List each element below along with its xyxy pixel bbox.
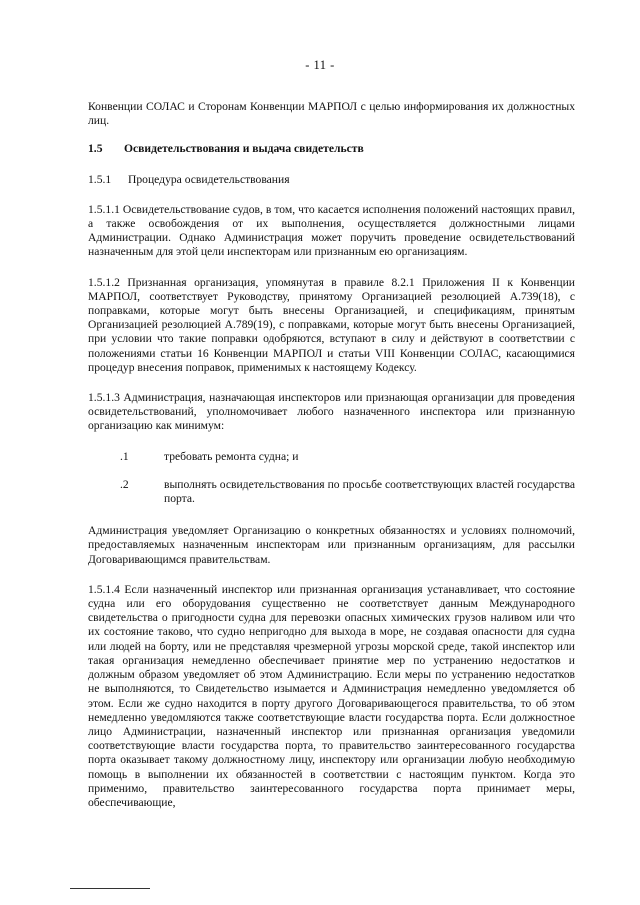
- paragraph-1-5-1-4: 1.5.1.4 Если назначенный инспектор или признанная организация устанавливает, что состояние судна или его оборудования существенно не соответствует данным Международного свидетельства о пригодности судна для перевозки опасных химических грузов наливом или что их состояние таково, что судно непригодно для выхода в море, не создавая опасности для судна или людей на борту, или не представляя чрезмерной угрозы морской среде, такой инспектор или такая организация немедленно обеспечивает принятие мер по устранению недостатков и должным образом уведомляет об этом Администрацию. Если меры по устранению недостатков не выполняются, то Свидетельство изымается и Администрация немедленно уведомляется об этом. Если же судно находится в порту другого Договаривающегося правительства, то об этом немедленно уведомляются также соответствующие власти государства порта. Если должностное лицо Администрации, назначенный инспектор или признанная организация уведомили соответствующие власти государства порта, то правительство заинтересованного государства порта оказывает такому должностному лицу, инспектору или организации любую необходимую помощь в выполнении их обязанностей в соответствии с настоящим пунктом. Когда это применимо, правительство заинтересованного государства порта принимает меры, обеспечивающие,: [88, 582, 575, 809]
- list-marker: .2: [120, 477, 129, 491]
- footnote-divider: [70, 888, 150, 889]
- paragraph-1-5-1-1: 1.5.1.1 Освидетельствование судов, в том, что касается исполнения положений настоящих правил, а также освобождения от их выполнения, осуществляется должностными лицами Администрации. Однако Администрация может поручить проведение освидетельствований назначенным для этой цели инспекторам или признанным ею организациям.: [88, 202, 575, 259]
- list-marker: .1: [120, 449, 129, 463]
- subsection-heading: [88, 173, 575, 187]
- page-number: - 11 -: [305, 58, 335, 72]
- subsection-number: 1.5.1: [88, 172, 112, 186]
- section-heading: [88, 142, 575, 156]
- document-body: [88, 100, 575, 810]
- list-item: [88, 450, 575, 464]
- subsection-title: Процедура освидетельствования: [128, 172, 290, 186]
- section-title: Освидетельствования и выдача свидетельств: [124, 142, 364, 156]
- admin-notice-paragraph: Администрация уведомляет Организацию о конкретных обязанностях и условиях полномочий, предоставляемых назначенным инспекторам или признанным организациям, для рассылки Договаривающимся правительствам.: [88, 524, 575, 566]
- list-item: [88, 478, 575, 506]
- intro-paragraph: Конвенции СОЛАС и Сторонам Конвенции МАРПОЛ с целью информирования их должностных лиц.: [88, 100, 575, 128]
- section-number: 1.5: [88, 142, 103, 156]
- list-text: выполнять освидетельствования по просьбе соответствующих властей государства порта.: [164, 477, 575, 506]
- paragraph-1-5-1-3: 1.5.1.3 Администрация, назначающая инспекторов или признающая организации для проведения освидетельствований, уполномочивает любого назначенного инспектора или признанную организацию как минимум:: [88, 391, 575, 433]
- paragraph-1-5-1-2: 1.5.1.2 Признанная организация, упомянутая в правиле 8.2.1 Приложения II к Конвенции МАРПОЛ, соответствует Руководству, принятому Организацией резолюцией A.739(18), с поправками, которые могут быть внесены Организацией, и спецификациям, принятым Организацией резолюцией A.789(19), с поправками, которые могут быть внесены Организацией, при условии что такие поправки одобряются, вступают в силу и действуют в соответствии с положениями статьи 16 Конвенции МАРПОЛ и статьи VIII Конвенции СОЛАС, касающимися процедур внесения поправок, применимых к настоящему Кодексу.: [88, 275, 575, 374]
- list-text: требовать ремонта судна; и: [164, 449, 299, 463]
